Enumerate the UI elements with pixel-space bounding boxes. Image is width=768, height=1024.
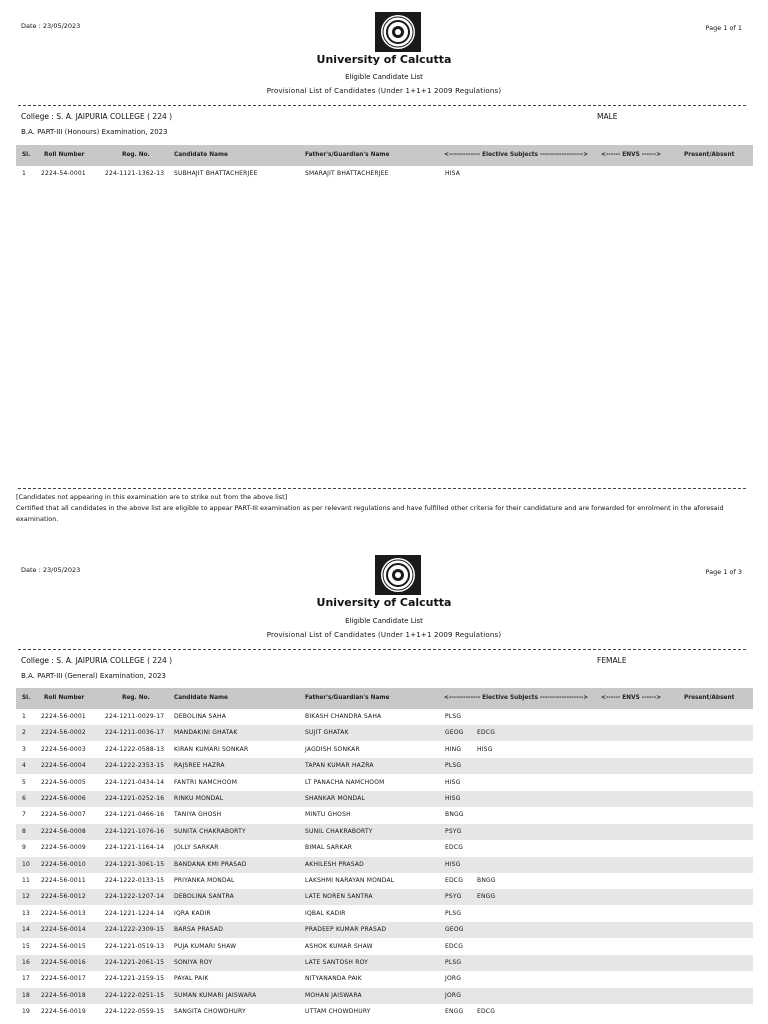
table-row: [16, 955, 753, 971]
row-subject-1: PLSG: [445, 762, 462, 770]
row-sl: 9: [22, 844, 27, 852]
row-sl: 4: [22, 762, 27, 770]
row-subject-1: EDCG: [445, 877, 464, 884]
university-name: University of Calcutta: [316, 53, 452, 66]
college-name: College : S. A. JAIPURIA COLLEGE ( 224 ): [21, 112, 173, 121]
table-row: [16, 807, 753, 823]
row-sl: 17: [22, 975, 31, 983]
table-row: [16, 725, 753, 741]
footer-note: [Candidates not appearing in this examination are to strike out from the above list]: [16, 493, 288, 501]
row-subject-1: BNGG: [445, 811, 464, 819]
row-roll: 2224-56-0019: [41, 1008, 86, 1016]
row-roll: 2224-56-0014: [41, 926, 86, 934]
col-roll: Roll Number: [44, 695, 85, 701]
row-name: RAJSREE HAZRA: [174, 762, 225, 770]
col-elective: <------------- Elective Subjects ------------------>: [444, 695, 589, 701]
row-reg: 224-1121-1362-13: [105, 170, 165, 177]
table-header: [16, 688, 753, 709]
row-father: LATE SANTOSH ROY: [305, 959, 369, 966]
table-row: [16, 988, 753, 1004]
row-name: FANTRI NAMCHOOM: [174, 778, 238, 786]
row-subject-1: HING: [445, 745, 462, 753]
row-roll: 2224-56-0011: [41, 877, 86, 884]
row-subject-1: HISG: [445, 860, 461, 868]
row-name: SONIYA ROY: [174, 959, 213, 966]
row-sl: 5: [22, 778, 27, 786]
col-presence: Present/Absent: [684, 695, 735, 701]
row-sl: 6: [22, 795, 27, 802]
row-name: SUNITA CHAKRABORTY: [174, 827, 246, 835]
row-subject-1: HISG: [445, 795, 461, 802]
row-reg: 224-1222-2309-15: [105, 926, 165, 934]
row-roll: 2224-56-0012: [41, 893, 86, 901]
table-row: [16, 758, 753, 774]
row-subject-2: ENGG: [477, 893, 496, 901]
divider: [18, 649, 746, 650]
row-father: SUNIL CHAKRABORTY: [305, 827, 373, 835]
university-name: University of Calcutta: [316, 596, 452, 609]
col-envs: <------ ENVS ------>: [601, 695, 662, 701]
row-father: JAGDISH SONKAR: [305, 745, 360, 753]
row-name: PAYAL PAIK: [174, 975, 209, 983]
row-subject-1: EDCG: [445, 942, 464, 950]
table-row: [16, 166, 753, 182]
row-roll: 2224-56-0005: [41, 778, 86, 786]
row-roll: 2224-56-0004: [41, 762, 86, 770]
col-reg: Reg. No.: [122, 695, 150, 701]
list-title: Eligible Candidate List: [345, 617, 423, 625]
row-subject-1: EDCG: [445, 844, 464, 852]
row-subject-1: PLSG: [445, 713, 462, 720]
table-row: [16, 791, 753, 807]
row-roll: 2224-56-0008: [41, 827, 86, 835]
row-reg: 224-1221-1076-16: [105, 827, 165, 835]
row-name: BARSA PRASAD: [174, 926, 224, 934]
row-name: JOLLY SARKAR: [174, 844, 219, 852]
col-roll: Roll Number: [44, 152, 85, 158]
exam-name: B.A. PART-III (General) Examination, 2023: [21, 672, 166, 680]
row-reg: 224-1221-0252-16: [105, 795, 165, 802]
col-sl: Sl.: [22, 152, 31, 158]
row-name: SUMAN KUMARI JAISWARA: [174, 991, 257, 999]
row-roll: 2224-56-0006: [41, 795, 86, 802]
col-name: Candidate Name: [174, 152, 228, 158]
col-reg: Reg. No.: [122, 152, 150, 158]
table-row: [16, 906, 753, 922]
table-row: [16, 1004, 753, 1020]
university-seal-logo: [375, 555, 421, 595]
row-roll: 2224-56-0002: [41, 729, 86, 737]
page-number: Page 1 of 3: [705, 568, 742, 576]
gender-label: MALE: [597, 112, 618, 121]
row-subject-1: PSYG: [445, 893, 462, 901]
row-roll: 2224-56-0018: [41, 991, 86, 999]
row-subject-1: JORG: [445, 991, 462, 999]
row-father: LAKSHMI NARAYAN MONDAL: [305, 877, 395, 884]
row-roll: 2224-56-0013: [41, 909, 86, 917]
row-reg: 224-1221-1164-14: [105, 844, 165, 852]
row-father: IQBAL KADIR: [305, 909, 346, 917]
row-reg: 224-1221-0466-16: [105, 811, 165, 819]
row-father: AKHILESH PRASAD: [305, 860, 364, 868]
row-father: SUJIT GHATAK: [305, 729, 349, 737]
row-subject-1: HISG: [445, 778, 461, 786]
col-father: Father's/Guardian's Name: [305, 152, 390, 158]
row-father: BIKASH CHANDRA SAHA: [305, 713, 382, 720]
row-reg: 224-1222-1207-14: [105, 893, 165, 901]
row-name: SANGITA CHOWDHURY: [174, 1008, 246, 1016]
col-father: Father's/Guardian's Name: [305, 695, 390, 701]
row-roll: 2224-56-0007: [41, 811, 86, 819]
row-sl: 12: [22, 893, 31, 901]
gender-label: FEMALE: [597, 656, 627, 665]
row-name: PUJA KUMARI SHAW: [174, 942, 237, 950]
row-subject-1: PLSG: [445, 959, 462, 966]
row-father: MOHAN JAISWARA: [305, 991, 362, 999]
table-header: [16, 145, 753, 166]
row-subject-1: GEOG: [445, 729, 464, 737]
row-reg: 224-1221-3061-15: [105, 860, 165, 868]
col-name: Candidate Name: [174, 695, 228, 701]
row-reg: 224-1222-0133-15: [105, 877, 165, 884]
row-sl: 2: [22, 729, 27, 737]
row-reg: 224-1221-2159-15: [105, 975, 165, 983]
row-sl: 16: [22, 959, 31, 966]
row-name: PRIYANKA MONDAL: [174, 877, 235, 884]
row-sl: 1: [22, 170, 27, 177]
row-name: IQRA KADIR: [174, 909, 211, 917]
list-subtitle: Provisional List of Candidates (Under 1+1+1 2009 Regulations): [266, 631, 502, 639]
col-presence: Present/Absent: [684, 152, 735, 158]
sheet-female-general: [0, 548, 768, 1024]
divider: [18, 488, 746, 489]
row-sl: 7: [22, 811, 27, 819]
print-date: Date : 23/05/2023: [21, 566, 81, 574]
row-father: LATE NOREN SANTRA: [305, 893, 373, 901]
row-father: NITYANANDA PAIK: [305, 975, 362, 983]
row-sl: 8: [22, 827, 27, 835]
row-roll: 2224-56-0009: [41, 844, 86, 852]
row-reg: 224-1222-2353-15: [105, 762, 165, 770]
row-sl: 15: [22, 942, 31, 950]
row-reg: 224-1221-2061-15: [105, 959, 165, 966]
row-reg: 224-1221-1224-14: [105, 909, 165, 917]
university-seal-logo: [375, 12, 421, 52]
page-number: Page 1 of 1: [705, 24, 742, 32]
row-sl: 18: [22, 991, 31, 999]
print-date: Date : 23/05/2023: [21, 22, 81, 30]
col-elective: <------------- Elective Subjects ------------------>: [444, 152, 589, 158]
row-reg: 224-1211-0029-17: [105, 713, 165, 720]
row-father: BIMAL SARKAR: [305, 844, 353, 852]
row-sl: 13: [22, 909, 31, 917]
row-father: LT PANACHA NAMCHOOM: [305, 778, 385, 786]
row-reg: 224-1222-0559-15: [105, 1008, 165, 1016]
row-father: MINTU GHOSH: [305, 811, 351, 819]
table-row: [16, 971, 753, 987]
table-row: [16, 857, 753, 873]
row-subject-1: ENGG: [445, 1008, 464, 1016]
table-row: [16, 873, 753, 889]
table-row: [16, 709, 753, 725]
row-roll: 2224-56-0016: [41, 959, 86, 966]
row-subject-1: PLSG: [445, 909, 462, 917]
row-reg: 224-1221-0434-14: [105, 778, 165, 786]
row-name: RINKU MONDAL: [174, 795, 224, 802]
table-row: [16, 922, 753, 938]
row-reg: 224-1222-0251-15: [105, 991, 165, 999]
table-row: [16, 824, 753, 840]
row-reg: 224-1221-0519-13: [105, 942, 165, 950]
row-father: UTTAM CHOWDHURY: [305, 1008, 371, 1016]
row-father: PRADEEP KUMAR PRASAD: [305, 926, 387, 934]
row-roll: 2224-56-0017: [41, 975, 86, 983]
row-roll: 2224-54-0001: [41, 170, 86, 177]
row-subject-1: PSYG: [445, 827, 462, 835]
row-father: ASHOK KUMAR SHAW: [305, 942, 373, 950]
divider: [18, 105, 746, 106]
row-father: SHANKAR MONDAL: [305, 795, 366, 802]
row-reg: 224-1222-0588-13: [105, 745, 165, 753]
list-title: Eligible Candidate List: [345, 73, 423, 81]
row-name: MANDAKINI GHATAK: [174, 729, 238, 737]
col-envs: <------ ENVS ------>: [601, 152, 662, 158]
row-father: TAPAN KUMAR HAZRA: [305, 762, 374, 770]
row-name: KIRAN KUMARI SONKAR: [174, 745, 249, 753]
row-father: SMARAJIT BHATTACHERJEE: [305, 170, 389, 177]
row-roll: 2224-56-0015: [41, 942, 86, 950]
college-name: College : S. A. JAIPURIA COLLEGE ( 224 ): [21, 656, 173, 665]
row-sl: 1: [22, 713, 27, 720]
row-sl: 10: [22, 860, 31, 868]
table-row: [16, 775, 753, 791]
row-roll: 2224-56-0001: [41, 713, 86, 720]
row-roll: 2224-56-0010: [41, 860, 86, 868]
table-row: [16, 840, 753, 856]
list-subtitle: Provisional List of Candidates (Under 1+1+1 2009 Regulations): [266, 87, 502, 95]
row-subject-2: BNGG: [477, 877, 496, 884]
row-sl: 11: [22, 877, 31, 884]
col-sl: Sl.: [22, 695, 31, 701]
row-sl: 19: [22, 1008, 31, 1016]
row-sl: 14: [22, 926, 31, 934]
row-subject-2: EDCG: [477, 1008, 496, 1016]
row-roll: 2224-56-0003: [41, 745, 86, 753]
table-row: [16, 889, 753, 905]
exam-name: B.A. PART-III (Honours) Examination, 2023: [21, 128, 168, 136]
row-subject-2: HISG: [477, 745, 493, 753]
row-name: TANIYA GHOSH: [174, 811, 222, 819]
row-subject-2: EDCG: [477, 729, 496, 737]
row-subject-1: HISA: [445, 170, 461, 177]
row-name: DEBOLINA SAHA: [174, 713, 226, 720]
row-name: BANDANA KMI PRASAD: [174, 860, 247, 868]
row-sl: 3: [22, 745, 27, 753]
row-reg: 224-1211-0036-17: [105, 729, 165, 737]
certification-text: Certified that all candidates in the above list are eligible to appear PART-III examination as per relevant regulations and have fulfilled other criteria for their candidature and are forwarded for enrolment in the aforesaid examination.: [16, 504, 724, 523]
table-row: [16, 939, 753, 955]
row-name: SUBHAJIT BHATTACHERJEE: [174, 170, 258, 177]
row-name: DEBOLINA SANTRA: [174, 893, 234, 901]
row-subject-1: JORG: [445, 975, 462, 983]
table-row: [16, 742, 753, 758]
row-subject-1: GEOG: [445, 926, 464, 934]
